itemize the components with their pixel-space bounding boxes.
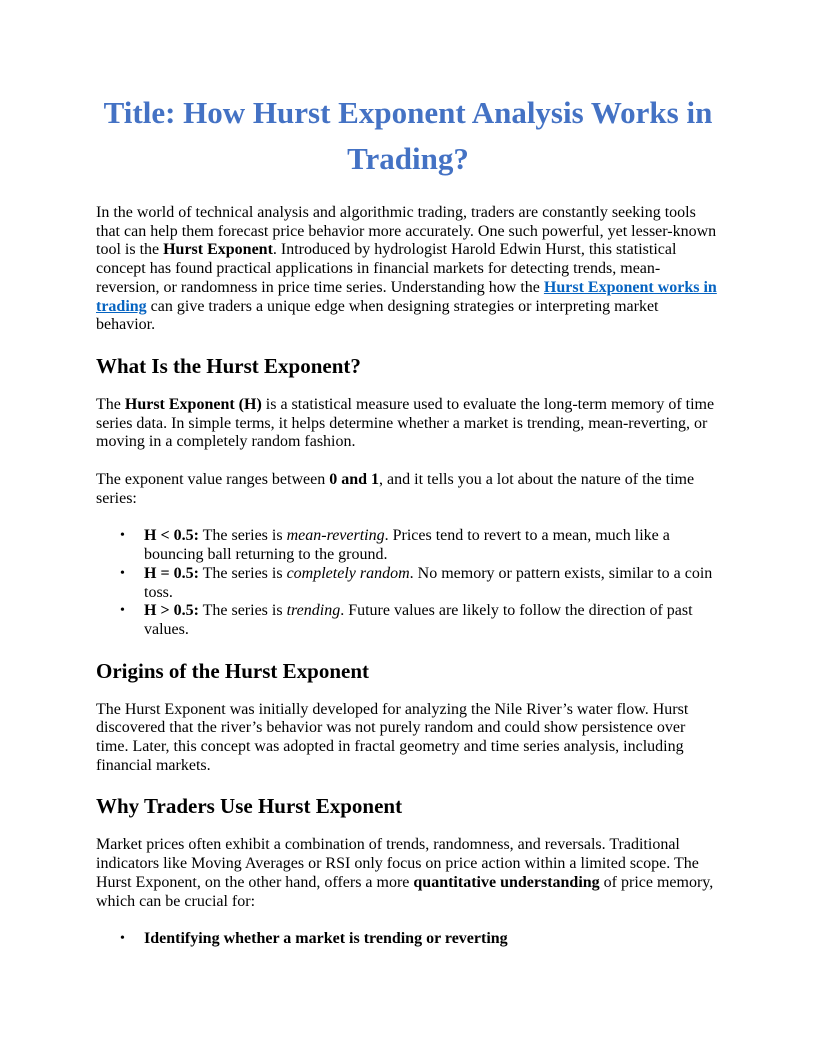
bullet-icon: • (120, 565, 125, 581)
text-run: . No memory or pattern exists, similar to a coin toss. (144, 564, 713, 601)
paragraph: The Hurst Exponent was initially developed for analyzing the Nile River’s water flow. Hurst discovered that the river’s behavior was not purely random and could show persistence over time. Later, this concept was adopted in fractal geometry and time series analysis, including financial markets. (96, 700, 689, 774)
list-item (120, 930, 720, 949)
italic-run: trending (286, 602, 341, 620)
text-run: The series is (198, 602, 287, 620)
hurst-exponent-trading-link[interactable]: Hurst Exponent works in trading (96, 278, 717, 315)
paragraph (96, 836, 720, 911)
bold-run: quantitative understanding (413, 873, 600, 891)
hurst-values-list (96, 527, 720, 639)
text-run: The series is (198, 564, 287, 582)
italic-run: mean-reverting (286, 527, 385, 545)
intro-paragraph (96, 204, 720, 335)
bullet-icon: • (120, 528, 125, 544)
bold-run: Hurst Exponent (163, 241, 273, 259)
italic-run: completely random (286, 564, 410, 582)
list-item-text (144, 930, 720, 949)
paragraph (96, 471, 720, 508)
text-run: Market prices often exhibit a combination of trends, randomness, and reversals. Traditional indicators like Moving Averages or RSI only focus on price action within a limited scope. The Hurst Exponent, on the other hand, offers a more (96, 836, 699, 891)
text-run: The (96, 395, 125, 413)
list-item-text (144, 602, 720, 639)
why-use-list (96, 930, 720, 949)
text-run: , and it tells you a lot about the nature of the time series: (96, 471, 695, 507)
paragraph (96, 396, 720, 452)
text-run: . Prices tend to revert to a mean, much like a bouncing ball returning to the ground. (144, 527, 670, 564)
text-run: In the world of technical analysis and algorithmic trading, traders are constantly seeking tools that can help them forecast price behavior more accurately. One such powerful, yet lesser-known tool is the (96, 204, 717, 259)
text-run: . Future values are likely to follow the direction of past values. (144, 602, 693, 638)
bullet-icon: • (120, 603, 125, 619)
bold-run: Identifying whether a market is trending or reverting (144, 930, 508, 948)
document-title: Title: How Hurst Exponent Analysis Works in Trading? (103, 95, 713, 176)
text-run: The exponent value ranges between (96, 471, 330, 489)
bold-run: 0 and 1 (329, 471, 380, 489)
bold-run: H < 0.5: (144, 527, 199, 545)
bold-run: H = 0.5: (144, 564, 199, 582)
section-heading-origins: Origins of the Hurst Exponent (96, 658, 370, 683)
text-run: can give traders a unique edge when designing strategies or interpreting market behavior. (96, 297, 659, 334)
list-item (120, 527, 720, 564)
text-run: of price memory, which can be crucial for: (96, 873, 714, 910)
text-run: The series is (198, 527, 287, 545)
bold-run: Hurst Exponent (H) (124, 395, 262, 413)
text-run: is a statistical measure used to evaluate the long-term memory of time series data. In simple terms, it helps determine whether a market is trending, mean-reverting, or moving in a completely random fashion. (96, 395, 715, 451)
list-item (120, 565, 720, 602)
bullet-icon: • (120, 931, 125, 947)
section-heading-what-is-hurst-exponent: What Is the Hurst Exponent? (96, 353, 361, 378)
list-item-text (144, 527, 720, 564)
list-item (120, 602, 720, 639)
bold-run: H > 0.5: (144, 602, 199, 620)
text-run: . Introduced by hydrologist Harold Edwin Hurst, this statistical concept has found practical applications in financial markets for detecting trends, mean-reversion, or randomness in price time series. Understanding how the (96, 241, 677, 296)
section-heading-why-traders-use: Why Traders Use Hurst Exponent (96, 794, 403, 819)
list-item-text (144, 565, 720, 602)
